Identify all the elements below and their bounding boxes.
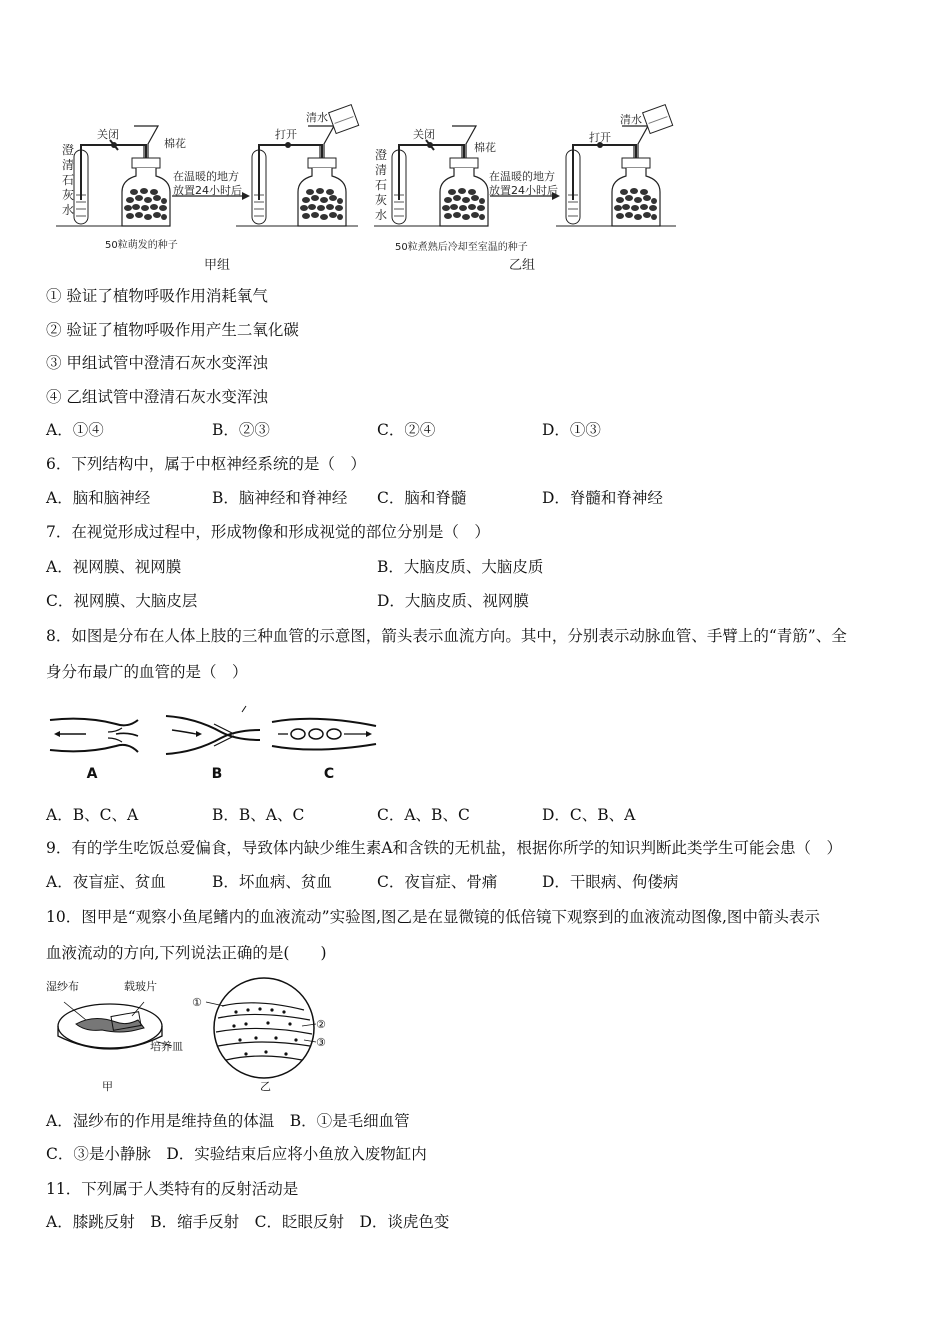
blood-vessels-figure <box>46 700 386 790</box>
left-tube-label: 澄清石灰水 <box>62 143 75 217</box>
q6-option-a: A．脑和脑神经 <box>46 489 151 507</box>
left-arrow-text-2: 放置24小时后 <box>173 184 242 197</box>
q5-statement-3: ③ 甲组试管中澄清石灰水变浑浊 <box>46 354 268 372</box>
right-cotton-label: 棉花 <box>474 141 496 154</box>
q7-option-c: C．视网膜、大脑皮层 <box>46 592 198 610</box>
left-seeds-caption: 50粒萌发的种子 <box>105 240 178 251</box>
right-group-label: 乙组 <box>509 258 536 273</box>
q8-option-b: B．B、A、C <box>212 806 305 824</box>
q11-stem: 11．下列属于人类特有的反射活动是 <box>46 1180 299 1198</box>
q5-statement-2: ② 验证了植物呼吸作用产生二氧化碳 <box>46 321 299 339</box>
right-tube-label: 澄清石灰水 <box>375 148 388 222</box>
left-setup-before <box>74 126 170 226</box>
q10-options-line-1: A．湿纱布的作用是维持鱼的体温 B．①是毛细血管 <box>46 1112 410 1130</box>
q7-option-a: A．视网膜、视网膜 <box>46 558 182 576</box>
q5-statement-4: ④ 乙组试管中澄清石灰水变浑浊 <box>46 388 268 406</box>
mark-2: ② <box>316 1018 326 1031</box>
vessel-a <box>50 719 138 752</box>
right-water-label: 清水 <box>620 113 642 126</box>
vessel-label-b: B <box>211 766 223 782</box>
left-cotton-label: 棉花 <box>164 137 186 150</box>
q11-options: A．膝跳反射 B．缩手反射 C．眨眼反射 D．谈虎色变 <box>46 1213 450 1231</box>
q9-stem: 9．有的学生吃饭总爱偏食，导致体内缺少维生素A和含铁的无机盐，根据你所学的知识判断此类学生可能会患（ ） <box>46 839 843 857</box>
label-wet-cloth: 湿纱布 <box>46 980 79 993</box>
vessel-label-c: C <box>323 766 335 782</box>
label-yi: 乙 <box>260 1080 271 1093</box>
right-seeds-caption: 50粒煮熟后冷却至室温的种子 <box>395 242 528 253</box>
left-close-label: 关闭 <box>97 128 119 141</box>
right-arrow-text-1: 在温暖的地方 <box>489 170 555 183</box>
q5-option-a: A．①④ <box>46 421 104 439</box>
label-slide: 载玻片 <box>124 980 157 993</box>
q6-option-b: B．脑神经和脊神经 <box>212 489 348 507</box>
vessel-b <box>166 706 260 754</box>
mark-3: ③ <box>316 1036 326 1049</box>
q9-option-a: A．夜盲症、贫血 <box>46 873 166 891</box>
q6-option-c: C．脑和脊髓 <box>377 489 467 507</box>
left-water-label: 清水 <box>306 111 328 124</box>
q8-stem-line-2: 身分布最广的血管的是（ ） <box>46 663 248 681</box>
q9-option-d: D．干眼病、佝偻病 <box>542 873 679 891</box>
right-close-label: 关闭 <box>413 128 435 141</box>
q10-stem-line-2: 血液流动的方向,下列说法正确的是( ) <box>46 944 327 962</box>
q5-option-c: C．②④ <box>377 421 436 439</box>
q6-option-d: D．脊髓和脊神经 <box>542 489 663 507</box>
right-open-label: 打开 <box>589 131 611 144</box>
left-group-label: 甲组 <box>204 258 231 273</box>
q8-option-c: C．A、B、C <box>377 806 470 824</box>
q8-option-a: A．B、C、A <box>46 806 139 824</box>
label-jia: 甲 <box>102 1080 113 1093</box>
q10-stem-line-1: 10．图甲是“观察小鱼尾鳍内的血液流动”实验图,图乙是在显微镜的低倍镜下观察到的血液流动图像,图中箭头表示 <box>46 908 820 926</box>
q7-stem: 7．在视觉形成过程中，形成物像和形成视觉的部位分别是（ ） <box>46 523 490 541</box>
vessel-c <box>272 719 376 750</box>
left-open-label: 打开 <box>275 128 297 141</box>
label-dish: 培养皿 <box>150 1040 183 1053</box>
q9-option-c: C．夜盲症、骨痛 <box>377 873 498 891</box>
microscope-field <box>206 978 316 1078</box>
q8-stem-line-1: 8．如图是分布在人体上肢的三种血管的示意图，箭头表示血流方向。其中，分别表示动脉血管、手臂上的“青筋”、全 <box>46 627 847 645</box>
q8-option-d: D．C、B、A <box>542 806 636 824</box>
q7-option-d: D．大脑皮质、视网膜 <box>377 592 529 610</box>
q6-stem: 6．下列结构中，属于中枢神经系统的是（ ） <box>46 455 366 473</box>
q5-statement-1: ① 验证了植物呼吸作用消耗氧气 <box>46 287 268 305</box>
q9-option-b: B．坏血病、贫血 <box>212 873 332 891</box>
fish-tail-figure <box>46 976 366 1096</box>
vessel-label-a: A <box>86 766 98 782</box>
q5-option-b: B．②③ <box>212 421 270 439</box>
q7-option-b: B．大脑皮质、大脑皮质 <box>377 558 544 576</box>
q5-option-d: D．①③ <box>542 421 601 439</box>
right-arrow-text-2: 放置24小时后 <box>489 184 558 197</box>
q10-options-line-2: C．③是小静脉 D．实验结束后应将小鱼放入废物缸内 <box>46 1145 427 1163</box>
mark-1: ① <box>192 996 202 1009</box>
left-arrow-text-1: 在温暖的地方 <box>173 170 239 183</box>
